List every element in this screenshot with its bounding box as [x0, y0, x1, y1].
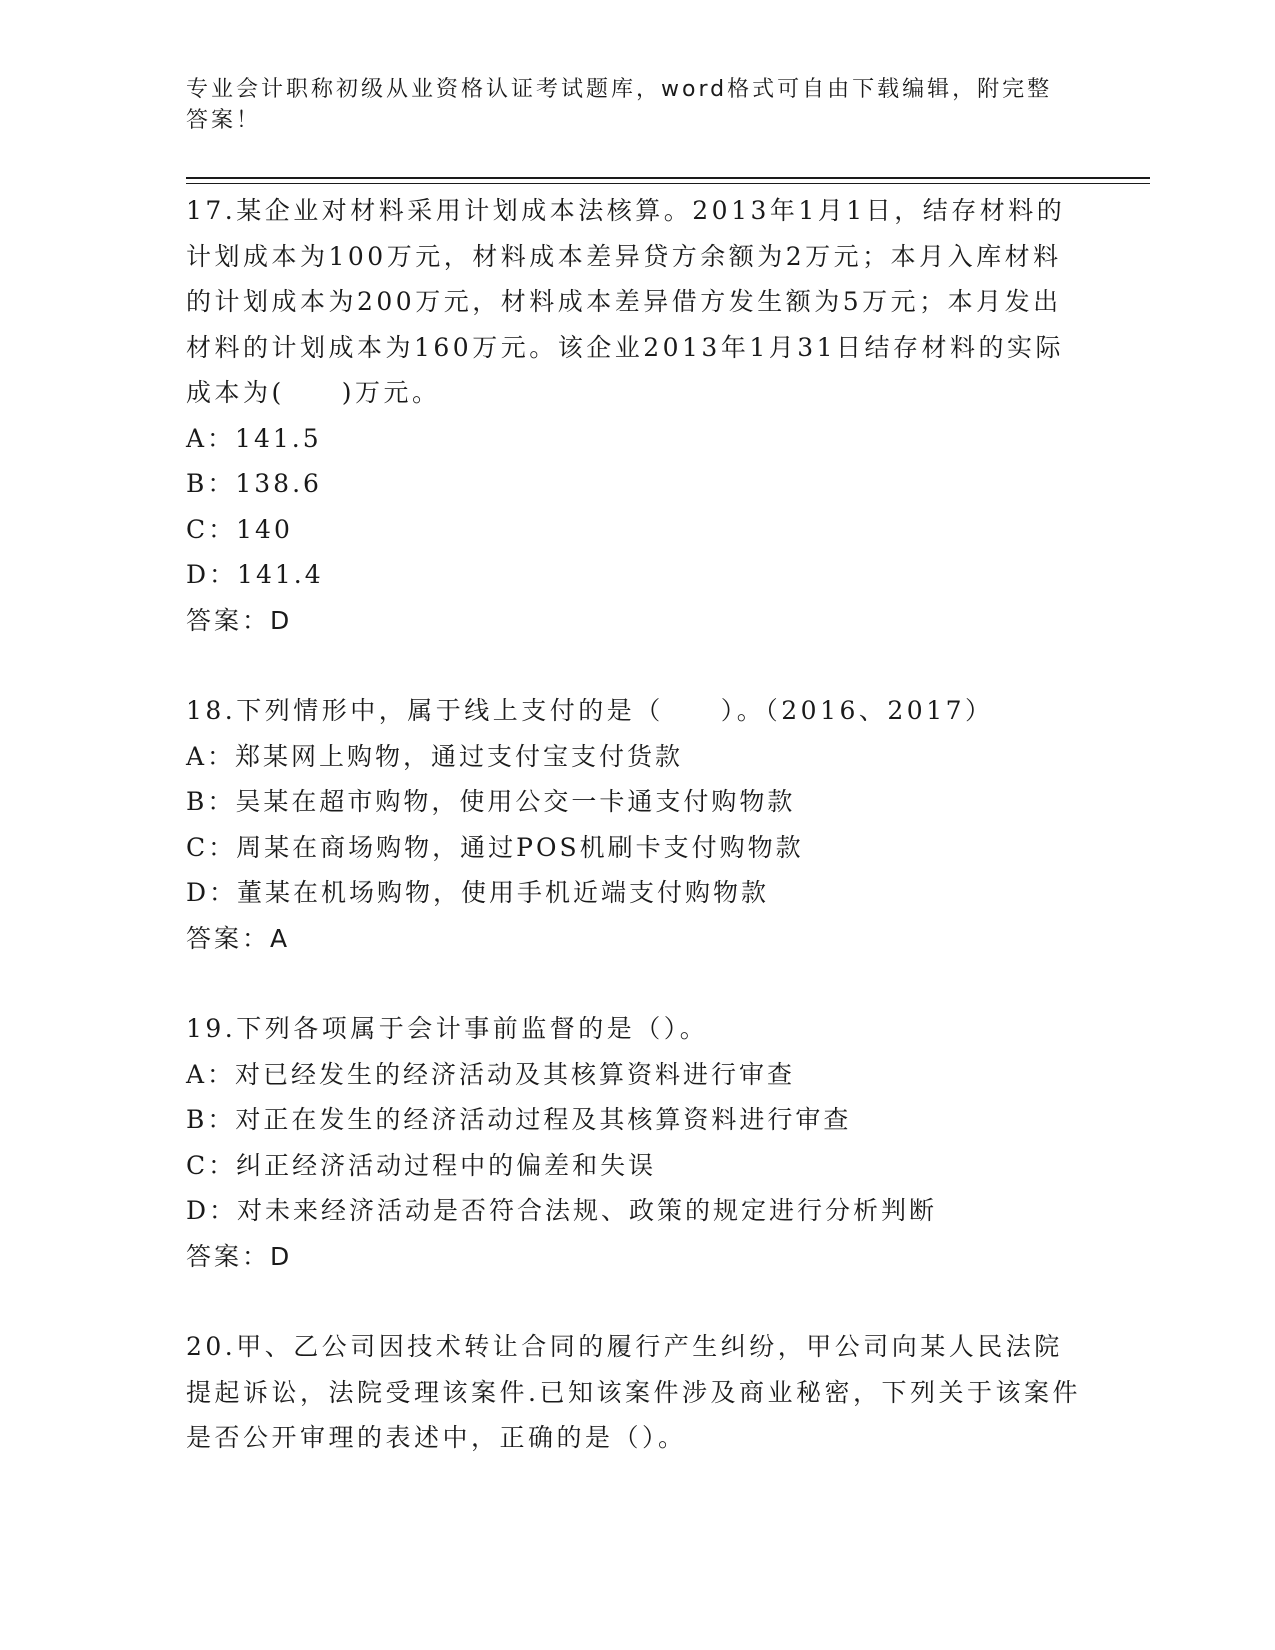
- option-a: A：郑某网上购物，通过支付宝支付货款: [186, 741, 684, 771]
- question-stem: 19.下列各项属于会计事前监督的是（）。: [186, 1014, 709, 1043]
- spacer: [186, 1279, 1086, 1324]
- question-20: [186, 1324, 1086, 1461]
- question-stem: 18.下列情形中，属于线上支付的是（ ）。（2016、2017）: [186, 696, 994, 725]
- question-list: [186, 188, 1086, 1461]
- option-d: D：对未来经济活动是否符合法规、政策的规定进行分析判断: [186, 1196, 938, 1225]
- option-a: A：对已经发生的经济活动及其核算资料进行审查: [186, 1059, 796, 1089]
- option-b: B：吴某在超市购物，使用公交一卡通支付购物款: [186, 787, 796, 816]
- option-b: B：对正在发生的经济活动过程及其核算资料进行审查: [186, 1105, 852, 1134]
- option-b: B：138.6: [186, 469, 322, 498]
- option-c: C：周某在商场购物，通过POS机刷卡支付购物款: [186, 832, 804, 862]
- question-stem: 17.某企业对材料采用计划成本法核算。2013年1月1日，结存材料的计划成本为100万元，材料成本差异贷方余额为2万元；本月入库材料的计划成本为200万元，材料成本差异借方发生额为5万元；本月发出材料的计划成本为160万元。该企业2013年1月31日结存材料的实际成本为( )万元。: [186, 196, 1066, 407]
- question-18: [186, 688, 1086, 961]
- question-19: [186, 1006, 1086, 1279]
- option-a: A：141.5: [186, 423, 322, 453]
- option-c: C：纠正经济活动过程中的偏差和失误: [186, 1150, 657, 1180]
- spacer: [186, 961, 1086, 1006]
- option-d: D：141.4: [186, 560, 324, 589]
- header-divider-thick: [186, 177, 1150, 179]
- option-c: C：140: [186, 514, 293, 544]
- question-17: [186, 188, 1086, 643]
- option-d: D：董某在机场购物，使用手机近端支付购物款: [186, 878, 770, 907]
- answer: 答案：D: [186, 1241, 293, 1271]
- spacer: [186, 643, 1086, 688]
- answer: 答案：A: [186, 923, 291, 953]
- answer: 答案：D: [186, 605, 293, 635]
- question-stem: 20.甲、乙公司因技术转让合同的履行产生纠纷，甲公司向某人民法院提起诉讼，法院受理该案件.已知该案件涉及商业秘密，下列关于该案件是否公开审理的表述中，正确的是（）。: [186, 1332, 1081, 1452]
- header-divider-thin: [186, 183, 1150, 184]
- page-header: 专业会计职称初级从业资格认证考试题库，word格式可自由下载编辑，附完整答案！: [186, 77, 1053, 133]
